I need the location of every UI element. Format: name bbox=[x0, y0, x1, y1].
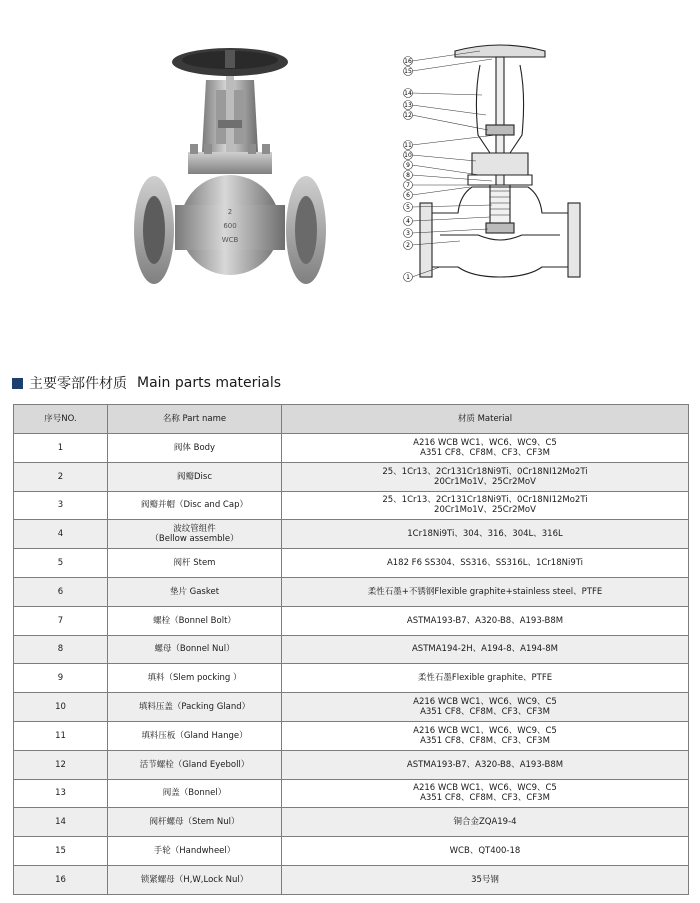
part-name-line: 填料压盖（Packing Gland） bbox=[138, 702, 251, 713]
table-row bbox=[14, 721, 689, 750]
cell-part-name bbox=[108, 520, 282, 549]
header-no: 序号NO. bbox=[14, 405, 108, 434]
parts-materials-table bbox=[13, 404, 689, 895]
material-line: 20Cr1Mo1V、25Cr2MoV bbox=[434, 476, 536, 487]
cell-no: 3 bbox=[14, 491, 108, 520]
callout-8 bbox=[404, 171, 413, 180]
valve-photo bbox=[130, 40, 330, 300]
callout-5 bbox=[404, 203, 413, 212]
material-line: 柔性石墨Flexible graphite、PTFE bbox=[417, 673, 553, 684]
table-row bbox=[14, 577, 689, 606]
table-row bbox=[14, 750, 689, 779]
table-row bbox=[14, 491, 689, 520]
cell-part-name bbox=[108, 635, 282, 664]
callout-14 bbox=[404, 89, 413, 98]
part-name-line: 活节螺栓（Gland Eyeboll） bbox=[139, 759, 250, 770]
cell-no: 6 bbox=[14, 577, 108, 606]
svg-text:12: 12 bbox=[404, 112, 412, 119]
table-row bbox=[14, 462, 689, 491]
callout-15 bbox=[404, 67, 413, 76]
svg-text:6: 6 bbox=[406, 192, 410, 199]
part-name-line: 阀瓣Disc bbox=[176, 471, 212, 482]
cell-part-name bbox=[108, 779, 282, 808]
body-mark-size: 2 bbox=[227, 208, 233, 216]
cell-material bbox=[282, 721, 689, 750]
cell-no: 12 bbox=[14, 750, 108, 779]
svg-text:15: 15 bbox=[404, 68, 412, 75]
cell-part-name bbox=[108, 721, 282, 750]
callout-3 bbox=[404, 229, 413, 238]
table-row bbox=[14, 549, 689, 578]
callout-4 bbox=[404, 217, 413, 226]
section-title-zh: 主要零部件材质 bbox=[29, 376, 127, 392]
material-line: A351 CF8、CF8M、CF3、CF3M bbox=[420, 793, 550, 804]
cell-part-name bbox=[108, 837, 282, 866]
table-row bbox=[14, 865, 689, 894]
part-name-line: 波纹管组件 bbox=[173, 524, 216, 535]
material-line: A216 WCB WC1、WC6、WC9、C5 bbox=[413, 725, 557, 736]
table-row bbox=[14, 837, 689, 866]
svg-text:3: 3 bbox=[406, 230, 410, 237]
svg-text:4: 4 bbox=[406, 218, 410, 225]
svg-text:11: 11 bbox=[404, 142, 412, 149]
cell-material bbox=[282, 693, 689, 722]
cell-material bbox=[282, 577, 689, 606]
cell-part-name bbox=[108, 750, 282, 779]
cell-material bbox=[282, 635, 689, 664]
material-line: 20Cr1Mo1V、25Cr2MoV bbox=[434, 505, 536, 516]
table-row bbox=[14, 434, 689, 463]
part-name-line: 锁紧螺母（H,W,Lock Nul） bbox=[140, 874, 249, 885]
cell-no: 11 bbox=[14, 721, 108, 750]
cell-part-name bbox=[108, 491, 282, 520]
material-line: A351 CF8、CF8M、CF3、CF3M bbox=[420, 707, 550, 718]
valve-cross-section bbox=[400, 35, 600, 295]
material-line: 35号钢 bbox=[471, 874, 499, 885]
cell-material bbox=[282, 664, 689, 693]
cell-material bbox=[282, 549, 689, 578]
material-line: A351 CF8、CF8M、CF3、CF3M bbox=[420, 735, 550, 746]
material-line: 25、1Cr13、2Cr131Cr18Ni9Ti、0Cr18NI12Mo2Ti bbox=[382, 495, 588, 506]
material-line: 1Cr18Ni9Ti、304、316、304L、316L bbox=[407, 529, 563, 540]
callout-16 bbox=[404, 57, 413, 66]
callout-2 bbox=[404, 241, 413, 250]
cell-material bbox=[282, 865, 689, 894]
callout-13 bbox=[404, 101, 413, 110]
material-line: A182 F6 SS304、SS316、SS316L、1Cr18Ni9Ti bbox=[386, 558, 584, 569]
part-name-line: 阀盖（Bonnel） bbox=[162, 788, 227, 799]
callout-11 bbox=[404, 141, 413, 150]
table-row bbox=[14, 779, 689, 808]
svg-text:16: 16 bbox=[404, 58, 412, 65]
callout-12 bbox=[404, 111, 413, 120]
svg-text:10: 10 bbox=[404, 152, 412, 159]
cell-no: 1 bbox=[14, 434, 108, 463]
cell-part-name bbox=[108, 462, 282, 491]
cell-part-name bbox=[108, 606, 282, 635]
table-row bbox=[14, 635, 689, 664]
svg-text:14: 14 bbox=[404, 90, 412, 97]
cell-no: 8 bbox=[14, 635, 108, 664]
body-mark-class: 600 bbox=[223, 222, 237, 230]
material-line: WCB、QT400-18 bbox=[449, 846, 521, 857]
table-row bbox=[14, 606, 689, 635]
cell-no: 16 bbox=[14, 865, 108, 894]
cell-material bbox=[282, 606, 689, 635]
part-name-line: 垫片 Gasket bbox=[169, 586, 220, 597]
cell-material bbox=[282, 750, 689, 779]
svg-text:13: 13 bbox=[404, 102, 412, 109]
cell-material bbox=[282, 520, 689, 549]
part-name-line: 填料（Slem pocking ） bbox=[147, 673, 242, 684]
callout-9 bbox=[404, 161, 413, 170]
material-line: ASTMA193-B7、A320-B8、A193-B8M bbox=[406, 759, 564, 770]
part-name-line: 阀瓣并帽（Disc and Cap） bbox=[141, 500, 248, 511]
cell-material bbox=[282, 462, 689, 491]
section-heading bbox=[12, 372, 281, 394]
material-line: A216 WCB WC1、WC6、WC9、C5 bbox=[413, 697, 557, 708]
part-name-line: 阀杆螺母（Stem Nul） bbox=[149, 817, 240, 828]
table-row bbox=[14, 693, 689, 722]
cell-part-name bbox=[108, 808, 282, 837]
section-title-en: Main parts materials bbox=[137, 375, 282, 391]
cell-no: 13 bbox=[14, 779, 108, 808]
part-name-line: 螺栓（Bonnel Bolt） bbox=[153, 615, 236, 626]
part-name-line: 阀体 Body bbox=[173, 442, 216, 453]
material-line: A351 CF8、CF8M、CF3、CF3M bbox=[420, 447, 550, 458]
material-line: 铜合金ZQA19-4 bbox=[453, 817, 517, 828]
part-name-line: 手轮（Handwheel） bbox=[153, 846, 236, 857]
cell-part-name bbox=[108, 549, 282, 578]
table-row bbox=[14, 808, 689, 837]
material-line: 柔性石墨+不锈钢Flexible graphite+stainless steel、PTFE bbox=[367, 586, 603, 597]
cell-no: 9 bbox=[14, 664, 108, 693]
svg-text:9: 9 bbox=[406, 162, 410, 169]
callout-10 bbox=[404, 151, 413, 160]
cell-part-name bbox=[108, 693, 282, 722]
cell-no: 2 bbox=[14, 462, 108, 491]
cell-part-name bbox=[108, 434, 282, 463]
table-body bbox=[14, 434, 689, 895]
header-material: 材质 Material bbox=[282, 405, 689, 434]
material-line: 25、1Cr13、2Cr131Cr18Ni9Ti、0Cr18NI12Mo2Ti bbox=[382, 466, 588, 477]
cell-no: 5 bbox=[14, 549, 108, 578]
cell-no: 15 bbox=[14, 837, 108, 866]
cell-no: 4 bbox=[14, 520, 108, 549]
part-name-line: 阀杆 Stem bbox=[173, 558, 216, 569]
part-name-line: 填料压板（Gland Hange） bbox=[141, 730, 248, 741]
callout-7 bbox=[404, 181, 413, 190]
cell-no: 14 bbox=[14, 808, 108, 837]
cell-no: 10 bbox=[14, 693, 108, 722]
bonnet-flange bbox=[188, 152, 272, 174]
part-name-line: 螺母（Bonnel Nul） bbox=[154, 644, 235, 655]
part-name-line: （Bellow assemble） bbox=[150, 534, 239, 545]
material-line: ASTMA193-B7、A320-B8、A193-B8M bbox=[406, 615, 564, 626]
svg-text:7: 7 bbox=[406, 182, 410, 189]
cell-part-name bbox=[108, 664, 282, 693]
cell-material bbox=[282, 779, 689, 808]
svg-text:2: 2 bbox=[406, 242, 410, 249]
cell-material bbox=[282, 491, 689, 520]
cell-material bbox=[282, 434, 689, 463]
table-header-row bbox=[14, 405, 689, 434]
body-mark-material: WCB bbox=[221, 236, 239, 244]
cell-part-name bbox=[108, 865, 282, 894]
cell-no: 7 bbox=[14, 606, 108, 635]
cell-material bbox=[282, 808, 689, 837]
cell-material bbox=[282, 837, 689, 866]
material-line: ASTMA194-2H、A194-8、A194-8M bbox=[411, 644, 558, 655]
table-row bbox=[14, 520, 689, 549]
svg-text:8: 8 bbox=[406, 172, 410, 179]
square-bullet-icon bbox=[12, 378, 23, 389]
material-line: A216 WCB WC1、WC6、WC9、C5 bbox=[413, 437, 557, 448]
cell-part-name bbox=[108, 577, 282, 606]
svg-text:5: 5 bbox=[406, 204, 410, 211]
callout-6 bbox=[404, 191, 413, 200]
svg-text:1: 1 bbox=[406, 274, 410, 281]
material-line: A216 WCB WC1、WC6、WC9、C5 bbox=[413, 783, 557, 794]
callout-1 bbox=[404, 273, 413, 282]
table-row bbox=[14, 664, 689, 693]
header-part-name: 名称 Part name bbox=[108, 405, 282, 434]
